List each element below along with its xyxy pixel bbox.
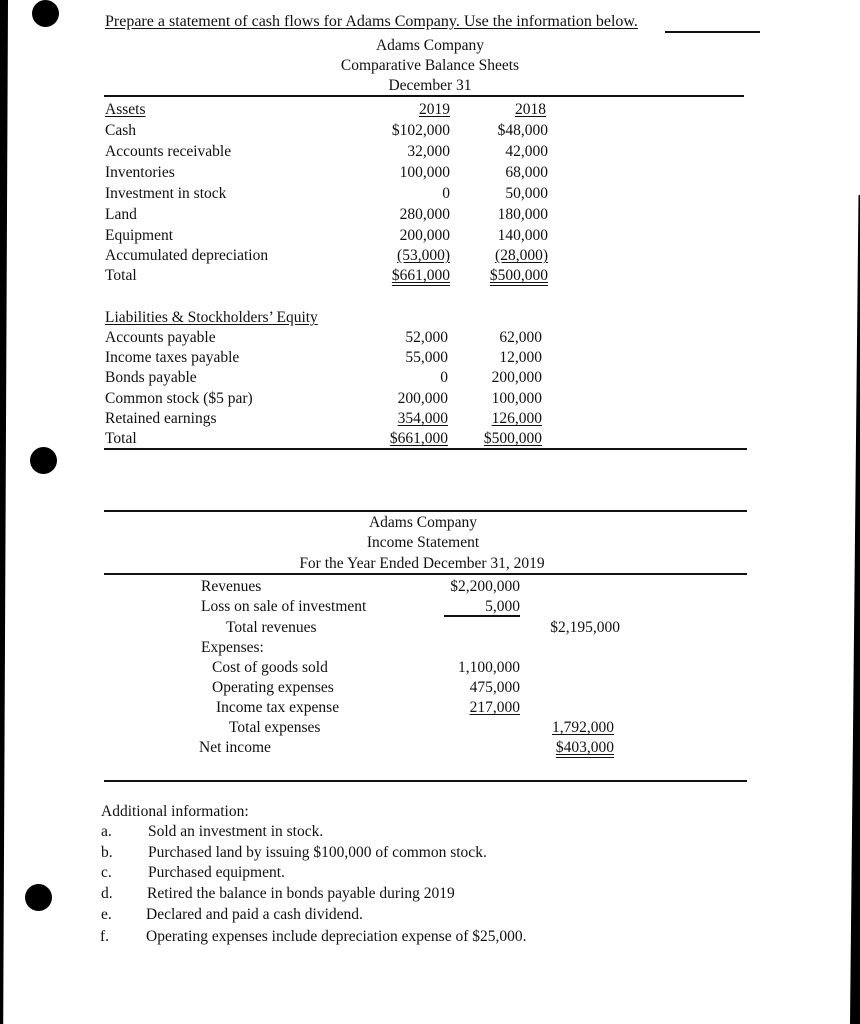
row-label: Retained earnings: [105, 410, 217, 427]
item-text: Retired the balance in bonds payable during 2019: [147, 885, 455, 902]
is-period: For the Year Ended December 31, 2019: [299, 555, 545, 572]
item-letter: d.: [101, 885, 113, 902]
row-label: Total expenses: [229, 719, 321, 736]
value-col1: 5,000: [485, 598, 520, 615]
row-label: Common stock ($5 par): [105, 390, 253, 407]
row-label: Income tax expense: [216, 699, 340, 716]
value-2019: $661,000: [389, 430, 448, 447]
value-2018: $48,000: [497, 122, 548, 139]
value-2018: 12,000: [499, 349, 542, 366]
item-letter: e.: [101, 906, 112, 923]
value-2018: 50,000: [505, 185, 548, 202]
table-row: [0, 349, 860, 369]
value-col1: $2,200,000: [450, 578, 520, 595]
table-row: [0, 659, 860, 679]
value-2019: 55,000: [405, 349, 448, 366]
table-row-total: [0, 267, 860, 287]
is-company: Adams Company: [368, 514, 478, 531]
value-2019: 200,000: [397, 390, 448, 407]
row-label: Accumulated depreciation: [105, 247, 269, 264]
value-col1: 217,000: [469, 699, 520, 716]
table-row: [0, 227, 860, 247]
value-2019: 200,000: [399, 227, 450, 244]
is-bottom-rule: [104, 780, 747, 782]
punch-hole-icon: [30, 447, 57, 474]
value-2019: 0: [442, 185, 450, 202]
value-2019: $661,000: [391, 267, 450, 284]
additional-info-header: Additional information:: [101, 803, 249, 820]
table-row: [0, 679, 860, 699]
table-row: [0, 410, 860, 430]
item-letter: a.: [101, 823, 112, 840]
table-row: [0, 164, 860, 184]
value-2019: (53,000): [397, 247, 450, 264]
value-col2: $2,195,000: [550, 619, 620, 636]
bs-date: December 31: [388, 77, 472, 94]
value-2018: $500,000: [489, 267, 548, 284]
liabilities-header: Liabilities & Stockholders’ Equity: [105, 309, 318, 326]
is-title: Income Statement: [366, 534, 480, 551]
item-text: Purchased land by issuing $100,000 of common stock.: [148, 844, 487, 861]
item-letter: c.: [101, 864, 112, 881]
value-2018: 62,000: [499, 329, 542, 346]
punch-hole-icon: [32, 0, 59, 27]
row-label: Bonds payable: [105, 369, 197, 386]
table-row: [0, 185, 860, 205]
value-col1: 475,000: [469, 679, 520, 696]
instruction-rule: [665, 31, 760, 33]
bs-heading-rule: [104, 95, 744, 97]
row-label: Net income: [199, 739, 271, 756]
item-letter: f.: [100, 928, 110, 945]
table-row: [0, 699, 860, 719]
value-2019: 280,000: [399, 206, 450, 223]
table-row: [0, 619, 860, 639]
table-row: [0, 369, 860, 389]
value-2019: 0: [440, 369, 448, 386]
value-2018: 42,000: [505, 143, 548, 160]
table-row: [0, 390, 860, 410]
row-label: Revenues: [201, 578, 262, 595]
value-2018: 180,000: [497, 206, 548, 223]
table-row: [0, 247, 860, 267]
value-2019: 32,000: [407, 143, 450, 160]
bs-company: Adams Company: [375, 37, 485, 54]
value-2018: 100,000: [491, 390, 542, 407]
bs-title: Comparative Balance Sheets: [340, 57, 520, 74]
row-label: Operating expenses: [212, 679, 334, 696]
value-col1: 1,100,000: [458, 659, 520, 676]
subtotal-rule: [444, 615, 520, 617]
row-label: Equipment: [105, 227, 174, 244]
value-2019: $102,000: [391, 122, 450, 139]
row-label: Accounts receivable: [105, 143, 232, 160]
list-item: [0, 906, 860, 926]
is-top-rule: [104, 510, 747, 512]
row-label: Expenses:: [201, 639, 264, 656]
table-row-total: [0, 430, 860, 450]
liabilities-header-row: [0, 309, 860, 329]
assets-header-row: [0, 101, 860, 121]
is-heading-rule: [104, 573, 747, 575]
value-col2: $403,000: [555, 739, 614, 756]
item-text: Sold an investment in stock.: [148, 823, 324, 840]
instruction-text: [105, 14, 638, 30]
row-label: Inventories: [105, 164, 175, 181]
value-2019: 52,000: [405, 329, 448, 346]
row-label: Total: [105, 267, 137, 284]
value-col2: 1,792,000: [552, 719, 614, 736]
list-item: [0, 864, 860, 884]
table-row: [0, 143, 860, 163]
value-2018: 200,000: [491, 369, 542, 386]
row-label: Loss on sale of investment: [201, 598, 367, 615]
year-2018-header: 2018: [515, 101, 546, 118]
table-row: [0, 329, 860, 349]
item-text: Declared and paid a cash dividend.: [146, 906, 363, 923]
table-row: [0, 578, 860, 598]
item-text: Operating expenses include depreciation expense of $25,000.: [146, 928, 527, 945]
list-item: [0, 823, 860, 843]
value-2018: 140,000: [497, 227, 548, 244]
row-label: Cost of goods sold: [212, 659, 328, 676]
instruction-label: Prepare a statement of cash flows for Adams Company. Use the information below.: [105, 13, 638, 30]
value-2018: 126,000: [491, 410, 542, 427]
row-label: Accounts payable: [105, 329, 216, 346]
year-2019-header: 2019: [419, 101, 450, 118]
value-2018: $500,000: [483, 430, 542, 447]
row-label: Total revenues: [226, 619, 317, 636]
table-row: [0, 639, 860, 659]
table-row-total: [0, 739, 860, 759]
value-2018: (28,000): [495, 247, 548, 264]
row-label: Total: [105, 430, 137, 447]
list-item: [0, 844, 860, 864]
item-text: Purchased equipment.: [148, 864, 285, 881]
list-item: [0, 928, 860, 948]
value-2019: 354,000: [397, 410, 448, 427]
table-row: [0, 206, 860, 226]
item-letter: b.: [101, 844, 113, 861]
list-item: [0, 885, 860, 905]
table-row: [0, 719, 860, 739]
row-label: Investment in stock: [105, 185, 227, 202]
row-label: Income taxes payable: [105, 349, 240, 366]
row-label: Cash: [105, 122, 136, 139]
value-2018: 68,000: [505, 164, 548, 181]
value-2019: 100,000: [399, 164, 450, 181]
bs-bottom-rule: [104, 448, 747, 450]
table-row: [0, 122, 860, 142]
assets-header: Assets: [105, 101, 146, 118]
table-row: [0, 598, 860, 618]
row-label: Land: [105, 206, 137, 223]
